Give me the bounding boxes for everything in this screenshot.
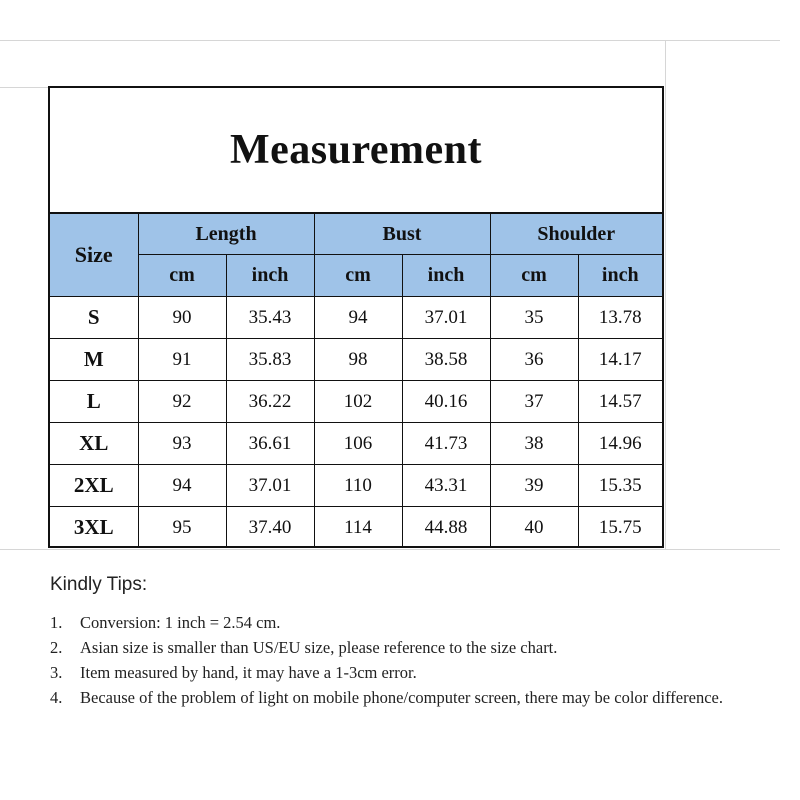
tip-text: Because of the problem of light on mobile phone/computer screen, there may be color difference. (80, 688, 723, 707)
size-cell: 3XL (50, 507, 138, 549)
shoulder-inch-cell: 14.17 (578, 339, 662, 381)
unit-header: inch (226, 255, 314, 297)
size-cell: L (50, 381, 138, 423)
length-inch-cell: 35.43 (226, 297, 314, 339)
length-inch-cell: 37.40 (226, 507, 314, 549)
gridline (0, 40, 780, 41)
unit-header: inch (402, 255, 490, 297)
chart-title: Measurement (50, 88, 662, 214)
bust-cm-cell: 114 (314, 507, 402, 549)
tips-title: Kindly Tips: (50, 574, 148, 595)
length-header: Length (138, 214, 314, 255)
bust-cm-cell: 98 (314, 339, 402, 381)
length-cm-cell: 94 (138, 465, 226, 507)
kindly-tips (50, 574, 760, 710)
length-inch-cell: 37.01 (226, 465, 314, 507)
shoulder-cm-cell: 36 (490, 339, 578, 381)
bust-cm-cell: 102 (314, 381, 402, 423)
length-inch-cell: 36.61 (226, 423, 314, 465)
tip-text: Conversion: 1 inch = 2.54 cm. (80, 613, 281, 632)
length-cm-cell: 92 (138, 381, 226, 423)
tip-number: 1. (50, 613, 63, 632)
tip-number: 2. (50, 638, 63, 657)
table-row (50, 507, 662, 549)
shoulder-inch-cell: 14.96 (578, 423, 662, 465)
shoulder-cm-cell: 37 (490, 381, 578, 423)
shoulder-inch-cell: 14.57 (578, 381, 662, 423)
header-row-groups (50, 214, 662, 255)
bust-inch-cell: 44.88 (402, 507, 490, 549)
unit-header: cm (314, 255, 402, 297)
shoulder-cm-cell: 35 (490, 297, 578, 339)
header-row-units (50, 255, 662, 297)
size-table (50, 214, 662, 548)
length-cm-cell: 90 (138, 297, 226, 339)
shoulder-cm-cell: 40 (490, 507, 578, 549)
list-item (50, 610, 760, 635)
tips-list (50, 610, 760, 710)
shoulder-cm-cell: 38 (490, 423, 578, 465)
gridline (665, 40, 666, 550)
bust-inch-cell: 37.01 (402, 297, 490, 339)
tip-text: Asian size is smaller than US/EU size, please reference to the size chart. (80, 638, 558, 657)
tip-number: 4. (50, 688, 63, 707)
shoulder-inch-cell: 13.78 (578, 297, 662, 339)
table-row (50, 339, 662, 381)
size-cell: 2XL (50, 465, 138, 507)
bust-header: Bust (314, 214, 490, 255)
shoulder-inch-cell: 15.75 (578, 507, 662, 549)
table-row (50, 297, 662, 339)
bust-inch-cell: 38.58 (402, 339, 490, 381)
tip-number: 3. (50, 663, 63, 682)
bust-inch-cell: 41.73 (402, 423, 490, 465)
list-item (50, 685, 760, 710)
bust-cm-cell: 110 (314, 465, 402, 507)
length-cm-cell: 93 (138, 423, 226, 465)
size-cell: M (50, 339, 138, 381)
unit-header: cm (138, 255, 226, 297)
size-chart (48, 86, 664, 548)
length-inch-cell: 35.83 (226, 339, 314, 381)
unit-header: inch (578, 255, 662, 297)
shoulder-cm-cell: 39 (490, 465, 578, 507)
table-row (50, 465, 662, 507)
bust-cm-cell: 94 (314, 297, 402, 339)
shoulder-header: Shoulder (490, 214, 662, 255)
unit-header: cm (490, 255, 578, 297)
tip-text: Item measured by hand, it may have a 1-3cm error. (80, 663, 417, 682)
shoulder-inch-cell: 15.35 (578, 465, 662, 507)
bust-cm-cell: 106 (314, 423, 402, 465)
size-cell: S (50, 297, 138, 339)
size-cell: XL (50, 423, 138, 465)
size-header: Size (50, 214, 138, 297)
gridline (0, 87, 48, 88)
bust-inch-cell: 40.16 (402, 381, 490, 423)
list-item (50, 635, 760, 660)
gridline (0, 549, 780, 550)
length-cm-cell: 95 (138, 507, 226, 549)
table-row (50, 381, 662, 423)
bust-inch-cell: 43.31 (402, 465, 490, 507)
length-cm-cell: 91 (138, 339, 226, 381)
list-item (50, 660, 760, 685)
length-inch-cell: 36.22 (226, 381, 314, 423)
table-row (50, 423, 662, 465)
